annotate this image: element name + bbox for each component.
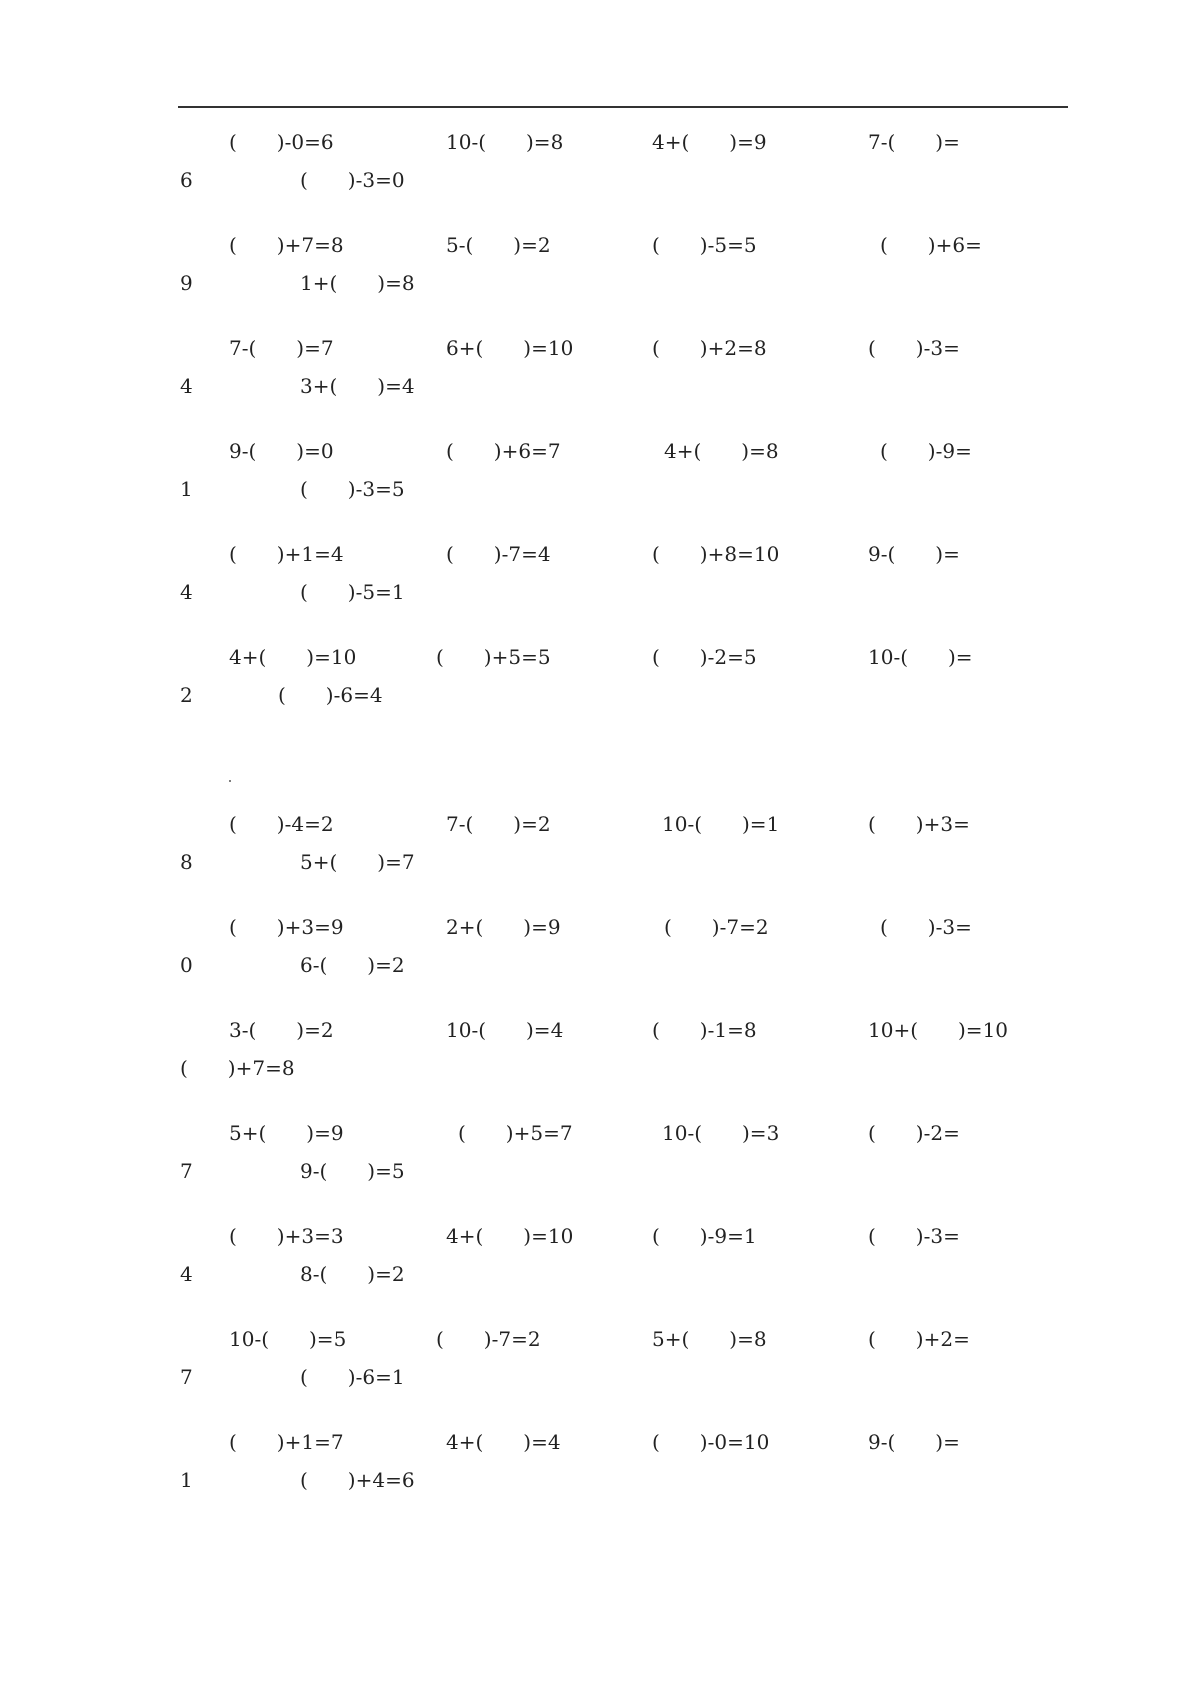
problem-cell: ( )+5=5	[436, 645, 551, 669]
problem-cell: 10-( )=1	[662, 812, 780, 836]
problem-cell: ( )+3=3	[229, 1224, 344, 1248]
problem-cell: 7-( )=7	[229, 336, 334, 360]
problem-cell: ( )-3=0	[300, 168, 405, 192]
problem-cell: 3+( )=4	[300, 374, 415, 398]
wrapped-answer: 4	[180, 374, 193, 398]
problem-cell: ( )+2=	[868, 1327, 970, 1351]
problem-cell: ( )+6=7	[446, 439, 561, 463]
problem-cell: ( )-3=	[868, 1224, 960, 1248]
problem-cell: 4+( )=8	[664, 439, 779, 463]
problem-cell: ( )-7=2	[664, 915, 769, 939]
problem-cell: ( )+3=9	[229, 915, 344, 939]
problem-cell: 5+( )=7	[300, 850, 415, 874]
wrapped-answer: 6	[180, 168, 193, 192]
problem-cell: ( )-9=1	[652, 1224, 757, 1248]
problem-cell: 6+( )=10	[446, 336, 574, 360]
problem-cell: ( )-9=	[880, 439, 972, 463]
problem-cell: ( )-2=	[868, 1121, 960, 1145]
problem-cell: ( )+1=4	[229, 542, 344, 566]
problem-cell: ( )+7=8	[229, 233, 344, 257]
wrapped-answer: 1	[180, 477, 193, 501]
wrapped-answer: 1	[180, 1468, 193, 1492]
problem-cell: ( )+4=6	[300, 1468, 415, 1492]
problem-cell: 10-( )=4	[446, 1018, 564, 1042]
wrapped-answer: 7	[180, 1159, 193, 1183]
wrapped-answer: 4	[180, 1262, 193, 1286]
problem-cell: 7-( )=2	[446, 812, 551, 836]
problem-cell: ( )-6=4	[278, 683, 383, 707]
problem-cell: 4+( )=10	[229, 645, 357, 669]
problem-cell: 9-( )=	[868, 542, 960, 566]
wrapped-answer: 2	[180, 683, 193, 707]
problem-cell: ( )-5=5	[652, 233, 757, 257]
problem-cell: 10-( )=3	[662, 1121, 780, 1145]
problem-cell: ( )-3=	[868, 336, 960, 360]
problem-cell: ( )-4=2	[229, 812, 334, 836]
problem-cell: 2+( )=9	[446, 915, 561, 939]
problem-cell: 7-( )=	[868, 130, 960, 154]
problem-cell: 3-( )=2	[229, 1018, 334, 1042]
wrapped-answer: 7	[180, 1365, 193, 1389]
problem-cell: 8-( )=2	[300, 1262, 405, 1286]
problem-cell: ( )-6=1	[300, 1365, 405, 1389]
header-rule	[178, 106, 1068, 108]
problem-cell: ( )-0=10	[652, 1430, 770, 1454]
problem-cell: ( )+2=8	[652, 336, 767, 360]
problem-cell: ( )-7=2	[436, 1327, 541, 1351]
problem-cell: ( )+8=10	[652, 542, 780, 566]
wrapped-answer: ( )+7=8	[180, 1056, 295, 1080]
problem-cell: 9-( )=5	[300, 1159, 405, 1183]
problem-cell: ( )-7=4	[446, 542, 551, 566]
problem-cell: 9-( )=	[868, 1430, 960, 1454]
problem-cell: 4+( )=9	[652, 130, 767, 154]
problem-cell: ( )-5=1	[300, 580, 405, 604]
problem-cell: 5+( )=8	[652, 1327, 767, 1351]
problem-cell: 6-( )=2	[300, 953, 405, 977]
problem-cell: 4+( )=10	[446, 1224, 574, 1248]
problem-cell: ( )+1=7	[229, 1430, 344, 1454]
problem-cell: 5+( )=9	[229, 1121, 344, 1145]
wrapped-answer: 0	[180, 953, 193, 977]
problem-cell: 10-( )=	[868, 645, 973, 669]
problem-cell: ( )-3=	[880, 915, 972, 939]
problem-cell: ( )-0=6	[229, 130, 334, 154]
problem-cell: 9-( )=0	[229, 439, 334, 463]
wrapped-answer: 8	[180, 850, 193, 874]
separator-dot	[229, 780, 231, 782]
problem-cell: ( )+3=	[868, 812, 970, 836]
wrapped-answer: 9	[180, 271, 193, 295]
problem-cell: 10-( )=8	[446, 130, 564, 154]
problem-cell: 4+( )=4	[446, 1430, 561, 1454]
problem-cell: ( )+6=	[880, 233, 982, 257]
problem-cell: 1+( )=8	[300, 271, 415, 295]
problem-cell: ( )-1=8	[652, 1018, 757, 1042]
problem-cell: ( )-2=5	[652, 645, 757, 669]
problem-cell: ( )+5=7	[458, 1121, 573, 1145]
problem-cell: ( )-3=5	[300, 477, 405, 501]
problem-cell: 5-( )=2	[446, 233, 551, 257]
wrapped-answer: 4	[180, 580, 193, 604]
problem-cell: 10+( )=10	[868, 1018, 1009, 1042]
problem-cell: 10-( )=5	[229, 1327, 347, 1351]
